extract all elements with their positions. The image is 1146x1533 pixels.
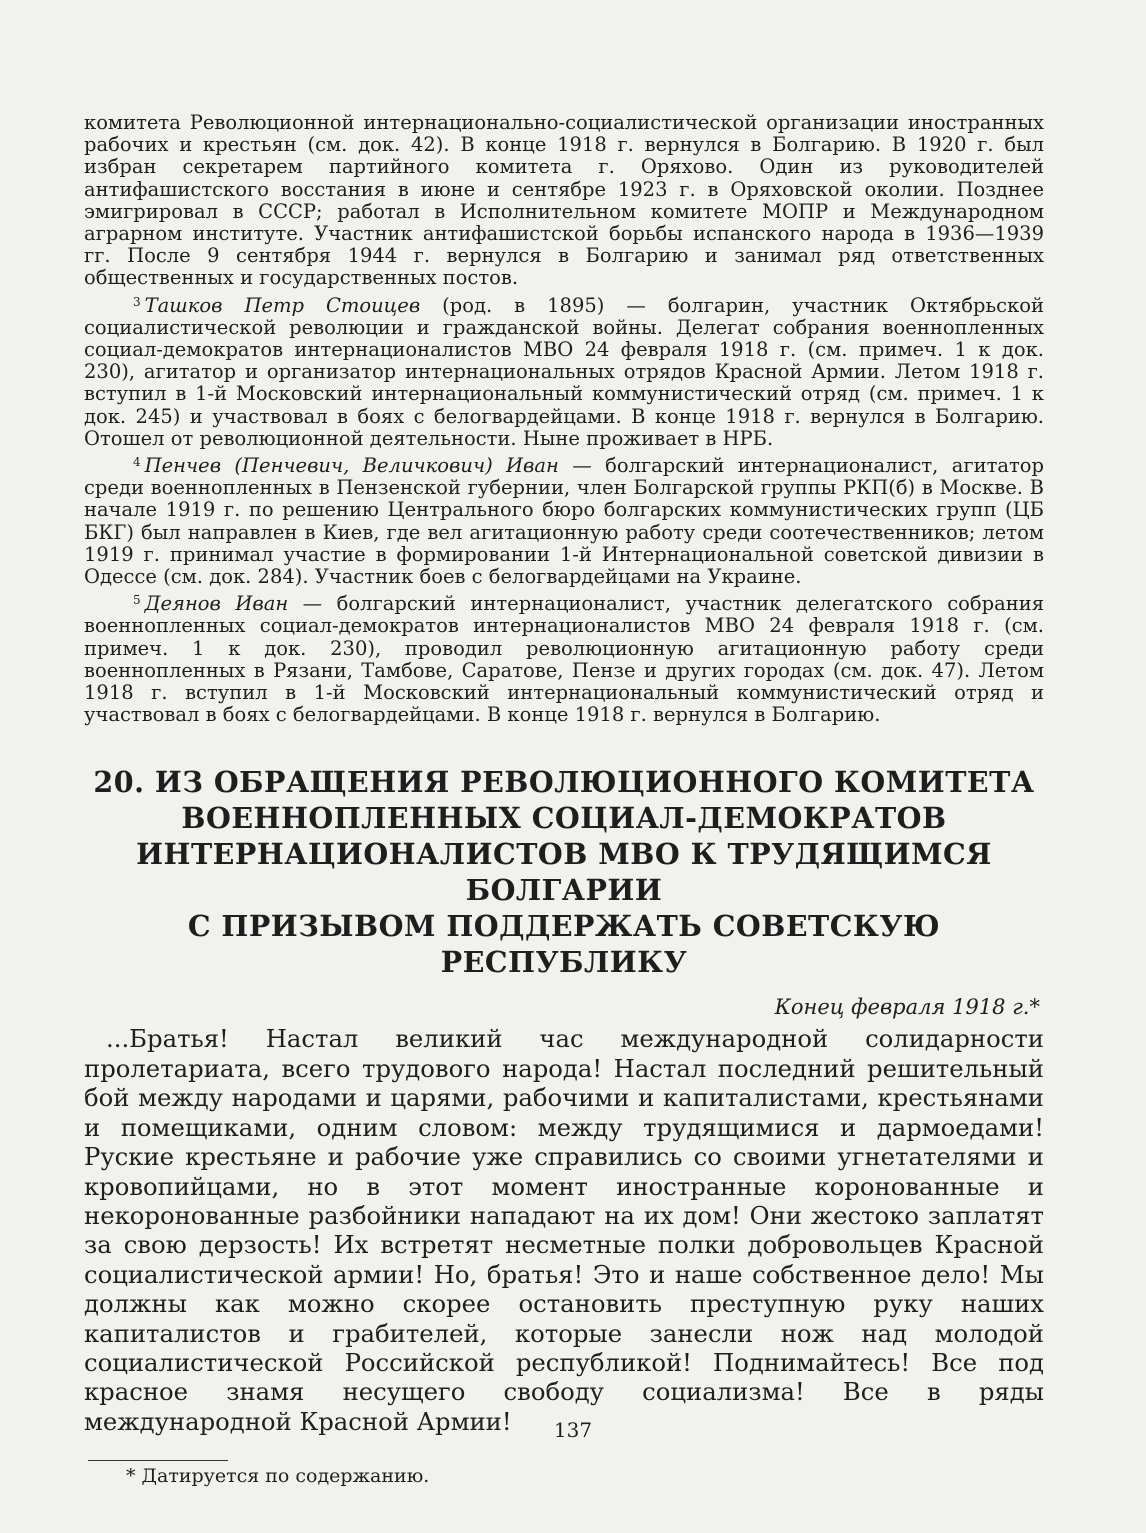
footnote-4-text: — болгарский интернационалист, агитатор среди военнопленных в Пензенской губернии, член Болгарской группы РКП(б) в Москве. В начале 1919 г. по решению Центрального бюро болгарских коммунистических групп (ЦБ БКГ) был направлен в Киев, где вел агитационную работу среди соотечественников; летом 1919 г. принимал участие в формировании 1-й Интернациональной советской дивизии в Одессе (см. док. 284). Участник боев с белогвардейцами на Украине. <box>84 454 1044 589</box>
footnote-3-name: Ташков Петр Стоицев <box>144 293 421 317</box>
footnote-3-text: (род. в 1895) — болгарин, участник Октябрьской социалистической революции и гражданской войны. Делегат собрания военнопленных социал-демократов интернационалистов МВО 24 февраля 1918 г. (см. примеч. 1 к док. 230), агитатор и организатор интернациональных отрядов Красной Армии. Летом 1918 г. вступил в 1-й Московский интернациональный коммунистический отряд (см. примеч. 1 к док. 245) и участвовал в боях с белогвардейцами. В конце 1918 г. вернулся в Болгарию. Отошел от революционной деятельности. Ныне проживает в НРБ. <box>84 293 1044 450</box>
footnote-5-name: Деянов Иван <box>144 592 289 616</box>
footnote-4-number: 4 <box>133 455 141 470</box>
footnote-4-name: Пенчев (Пенчевич, Величкович) Иван <box>144 454 559 478</box>
document-title <box>84 764 1044 980</box>
title-line-3: ИНТЕРНАЦИОНАЛИСТОВ МВО К ТРУДЯЩИМСЯ БОЛГАРИИ <box>136 837 992 908</box>
page <box>84 112 1044 1487</box>
footnote-divider <box>88 1460 228 1461</box>
footnote-5-text: — болгарский интернационалист, участник делегатского собрания военнопленных социал-демократов интернационалистов МВО 24 февраля 1918 г. (см. примеч. 1 к док. 230), проводил революционную агитационную работу среди военнопленных в Рязани, Тамбове, Саратове, Пензе и других городах (см. док. 47). Летом 1918 г. вступил в 1-й Московский интернациональный коммунистический отряд и участвовал в боях с белогвардейцами. В конце 1918 г. вернулся в Болгарию. <box>84 592 1045 727</box>
page-number: 137 <box>553 1418 593 1442</box>
footnote-2-continuation: комитета Революционной интернационально-социалистической организации иностранных рабочих и крестьян (см. док. 42). В конце 1918 г. вернулся в Болгарию. В 1920 г. был избран секретарем партийного комитета г. Оряхово. Один из руководителей антифашистского восстания в июне и сентябре 1923 г. в Оряховской околии. Позднее эмигрировал в СССР; работал в Исполнительном комитете МОПР и Международном аграрном институте. Участник антифашистской борьбы испанского народа в 1936—1939 гг. После 9 сентября 1944 г. вернулся в Болгарию и занимал ряд ответственных общественных и государственных постов. <box>84 111 1044 290</box>
title-line-2: ВОЕННОПЛЕННЫХ СОЦИАЛ-ДЕМОКРАТОВ <box>181 801 947 836</box>
footnote-5 <box>84 589 1044 726</box>
document-date: Конец февраля 1918 г.* <box>774 995 1040 1020</box>
title-line-1: 20. ИЗ ОБРАЩЕНИЯ РЕВОЛЮЦИОННОГО КОМИТЕТА <box>93 765 1035 800</box>
date-footnote: * Датируется по содержанию. <box>126 1465 430 1488</box>
title-line-4: С ПРИЗЫВОМ ПОДДЕРЖАТЬ СОВЕТСКУЮ РЕСПУБЛИКУ <box>187 909 941 980</box>
footnote-3 <box>84 291 1044 450</box>
footnote-3-number: 3 <box>133 294 141 309</box>
footnote-4 <box>84 451 1044 588</box>
footnote-5-number: 5 <box>133 593 141 608</box>
document-body: ...Братья! Настал великий час международной солидарности пролетариата, всего трудового народа! Настал последний решительный бой между народами и царями, рабочими и капиталистами, крестьянами и помещиками, одним словом: между трудящимися и дармоедами! Руские крестьяне и рабочие уже справились со своими угнетателями и кровопийцами, но в этот момент иностранные коронованные и некоронованные разбойники нападают на их дом! Они жестоко заплатят за свою дерзость! Их встретят несметные полки добровольцев Красной социалистической армии! Но, братья! Это и наше собственное дело! Мы должны как можно скорее остановить преступную руку наших капиталистов и грабителей, которые занесли нож над молодой социалистической Российской республикой! Поднимайтесь! Все под красное знамя несущего свободу социализма! Все в ряды международной Красной Армии! <box>84 1024 1044 1436</box>
